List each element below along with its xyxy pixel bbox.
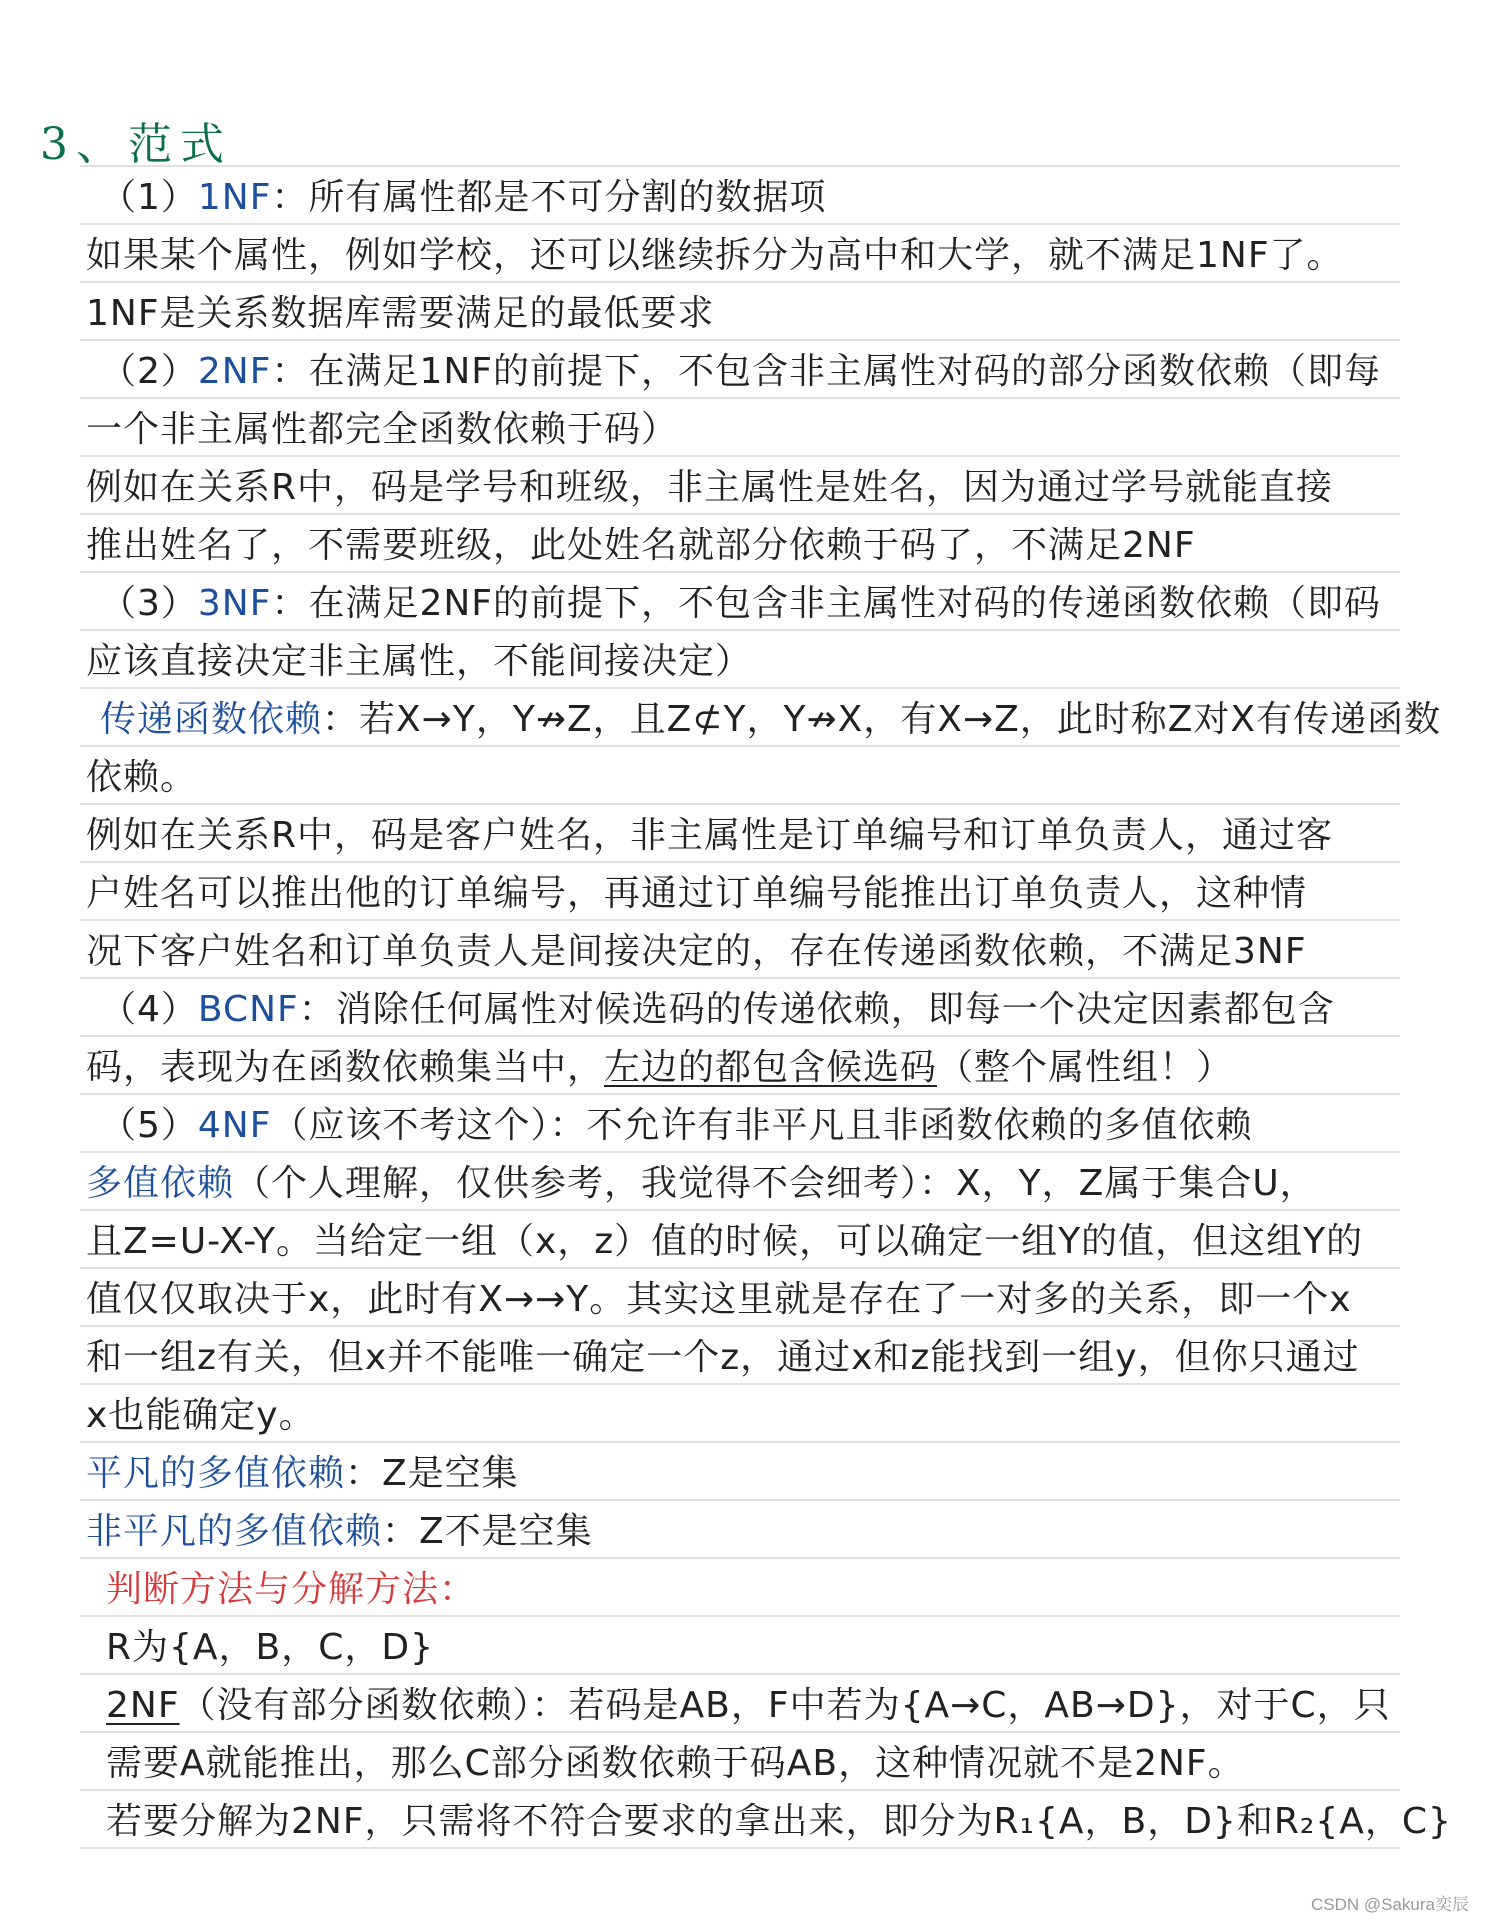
line-3nf-def-cont: 应该直接决定非主属性，不能间接决定） xyxy=(86,641,753,682)
line-mvd-3: 值仅仅取决于x，此时有X→→Y。其实这里就是存在了一对多的关系，即一个x xyxy=(86,1279,1352,1320)
line-2nf-example-cont: 推出姓名了，不需要班级，此处姓名就部分依赖于码了，不满足2NF xyxy=(86,525,1196,566)
line-text: ：在满足1NF的前提下，不包含非主属性对码的部分函数依赖（即每 xyxy=(271,351,1381,392)
item-number: （1） xyxy=(100,177,198,218)
line-transitive-def xyxy=(100,698,1442,742)
term-3nf: 3NF xyxy=(197,583,272,624)
line-mvd-4: 和一组z有关，但x并不能唯一确定一个z，通过x和z能找到一组y，但你只通过 xyxy=(86,1337,1360,1378)
term-4nf: 4NF xyxy=(197,1105,272,1146)
line-3nf-example: 例如在关系R中，码是客户姓名，非主属性是订单编号和订单负责人，通过客 xyxy=(86,815,1334,856)
method-heading: 判断方法与分解方法： xyxy=(106,1569,477,1610)
underlined-2nf: 2NF xyxy=(106,1685,180,1726)
csdn-watermark: CSDN @Sakura奕辰 xyxy=(1310,1895,1469,1914)
line-2nf-method-cont: 需要A就能推出，那么C部分函数依赖于码AB，这种情况就不是2NF。 xyxy=(106,1743,1245,1784)
line-text: ：若X→Y，Y↛Z，且Z⊄Y，Y↛X，有X→Z，此时称Z对X有传递函数 xyxy=(322,699,1442,740)
line-bcnf-def xyxy=(100,988,1430,1032)
line-tail: （整个属性组！） xyxy=(937,1047,1234,1088)
line-transitive-cont: 依赖。 xyxy=(86,757,198,798)
term-transitive: 传递函数依赖 xyxy=(100,699,323,740)
line-nontrivial-mvd xyxy=(86,1510,1416,1554)
line-text: （应该不考这个）：不允许有非平凡且非函数依赖的多值依赖 xyxy=(271,1105,1253,1146)
item-number: （4） xyxy=(100,989,198,1030)
line-1nf-example: 如果某个属性，例如学校，还可以继续拆分为高中和大学，就不满足1NF了。 xyxy=(86,235,1344,276)
term-bcnf: BCNF xyxy=(197,989,299,1030)
item-number: （2） xyxy=(100,351,198,392)
line-2nf-def-cont: 一个非主属性都完全函数依赖于码） xyxy=(86,409,679,450)
line-text: （个人理解，仅供参考，我觉得不会细考）：X，Y，Z属于集合U， xyxy=(234,1163,1317,1204)
line-3nf-example-3: 况下客户姓名和订单负责人是间接决定的，存在传递函数依赖，不满足3NF xyxy=(86,931,1307,972)
line-text: ：Z不是空集 xyxy=(382,1511,593,1552)
line-trivial-mvd xyxy=(86,1452,1416,1496)
term-trivial-mvd: 平凡的多值依赖 xyxy=(86,1453,346,1494)
item-number: （5） xyxy=(100,1105,198,1146)
line-text: ：所有属性都是不可分割的数据项 xyxy=(271,177,827,218)
line-1nf-min: 1NF是关系数据库需要满足的最低要求 xyxy=(86,293,715,334)
line-2nf-decompose: 若要分解为2NF，只需将不符合要求的拿出来，即分为R₁{A，B，D}和R₂{A，C} xyxy=(106,1801,1452,1842)
line-text: ：Z是空集 xyxy=(345,1453,519,1494)
term-2nf: 2NF xyxy=(197,351,272,392)
line-mvd-def xyxy=(86,1162,1416,1206)
underlined-phrase: 左边的都包含候选码 xyxy=(604,1047,938,1088)
line-3nf-def xyxy=(100,582,1430,626)
line-text: ：消除任何属性对候选码的传递依赖，即每一个决定因素都包含 xyxy=(298,989,1335,1030)
line-4nf-def xyxy=(100,1104,1430,1148)
term-mvd: 多值依赖 xyxy=(86,1163,235,1204)
line-2nf-def xyxy=(100,350,1430,394)
term-nontrivial-mvd: 非平凡的多值依赖 xyxy=(86,1511,383,1552)
line-2nf-example: 例如在关系R中，码是学号和班级，非主属性是姓名，因为通过学号就能直接 xyxy=(86,467,1334,508)
line-text: 码，表现为在函数依赖集当中， xyxy=(86,1047,605,1088)
section-heading: 3、范式 xyxy=(40,119,232,170)
line-mvd-5: x也能确定y。 xyxy=(86,1395,316,1436)
line-3nf-example-2: 户姓名可以推出他的订单编号，再通过订单编号能推出订单负责人，这种情 xyxy=(86,873,1308,914)
line-text: （没有部分函数依赖）：若码是AB，F中若为{A→C，AB→D}，对于C，只 xyxy=(179,1685,1391,1726)
line-bcnf-cont xyxy=(86,1046,1416,1090)
line-1nf-def xyxy=(100,176,1430,220)
line-2nf-method xyxy=(106,1684,1436,1728)
term-1nf: 1NF xyxy=(197,177,272,218)
line-text: ：在满足2NF的前提下，不包含非主属性对码的传递函数依赖（即码 xyxy=(271,583,1381,624)
item-number: （3） xyxy=(100,583,198,624)
line-relation-r: R为{A，B，C，D} xyxy=(106,1627,435,1668)
line-mvd-2: 且Z=U-X-Y。当给定一组（x，z）值的时候，可以确定一组Y的值，但这组Y的 xyxy=(86,1221,1364,1262)
